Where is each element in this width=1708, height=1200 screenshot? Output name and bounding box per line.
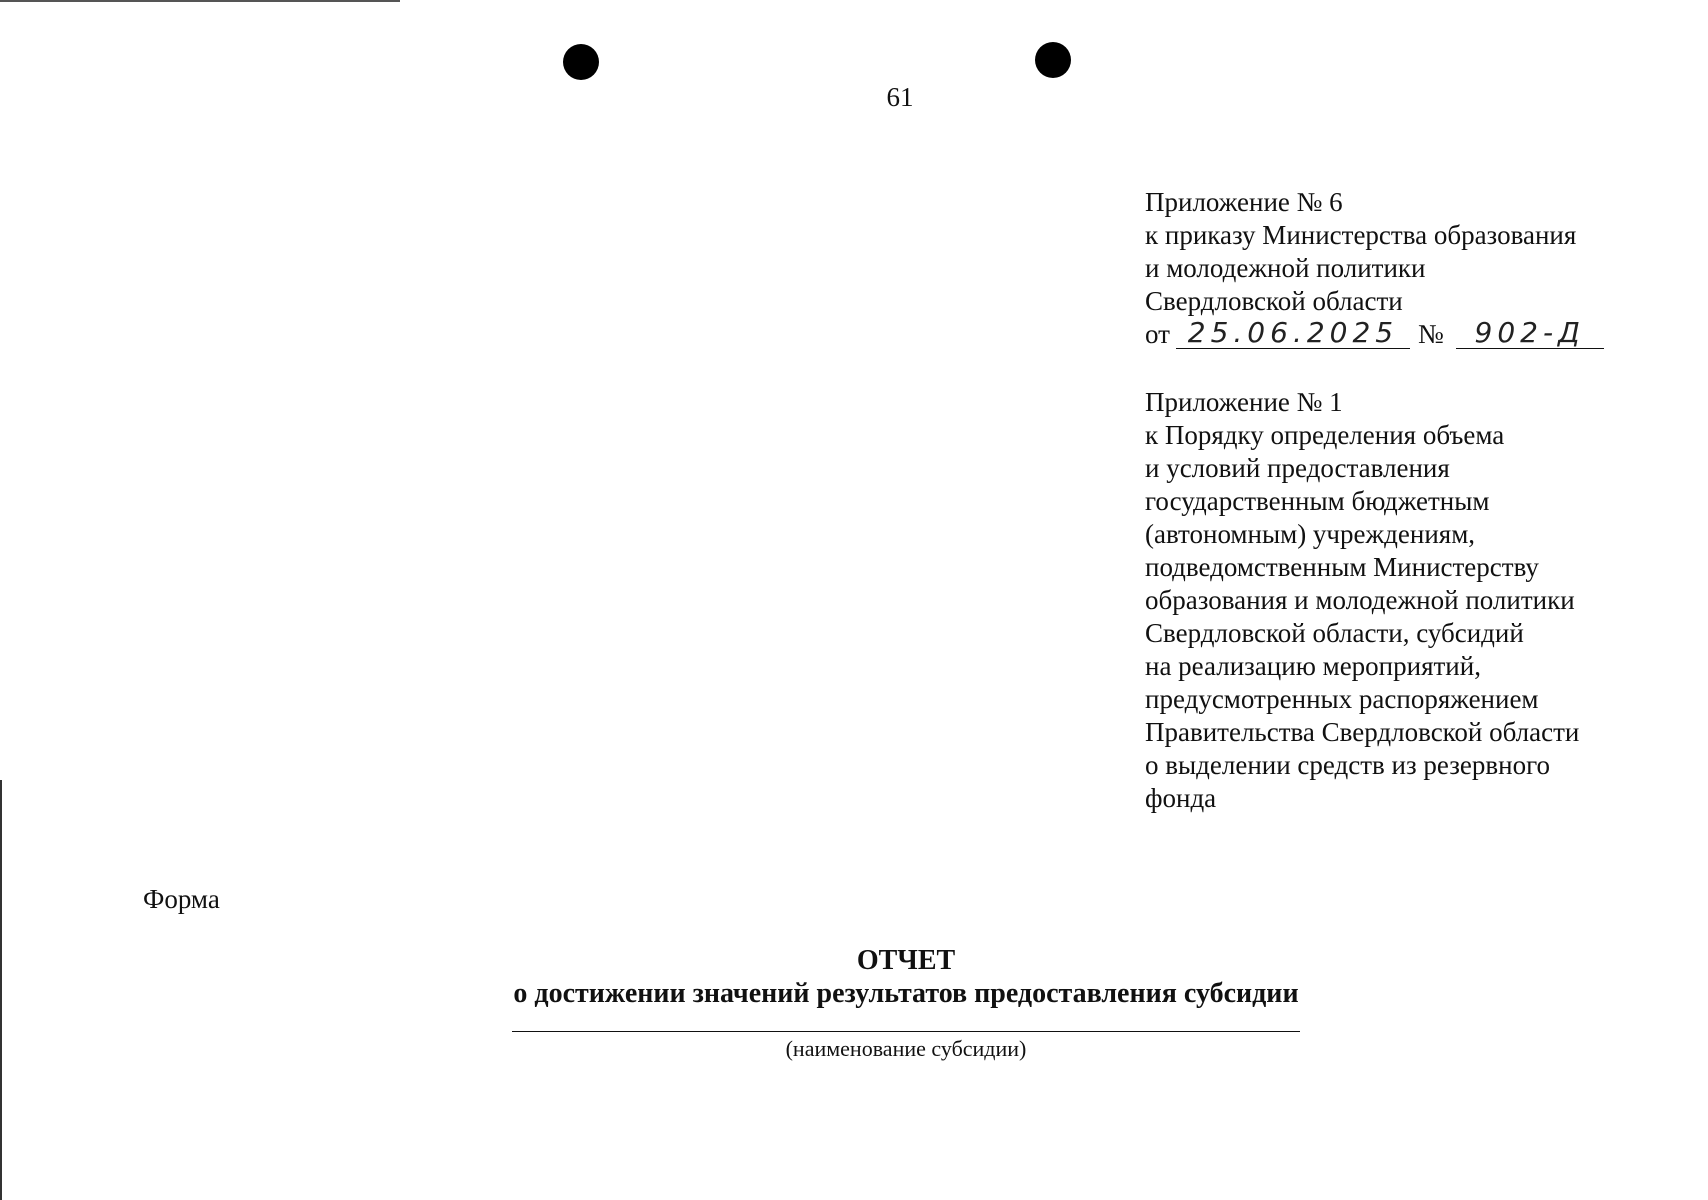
appendix-1-line: и условий предоставления	[1145, 453, 1450, 483]
form-label: Форма	[143, 884, 220, 914]
order-date-line	[1145, 318, 1604, 351]
appendix-1-line: Свердловской области, субсидий	[1145, 618, 1524, 648]
appendix-1-line: фонда	[1145, 783, 1217, 813]
subsidy-name-field	[512, 1031, 1300, 1062]
report-title: ОТЧЕТ	[856, 945, 956, 976]
punch-hole-right	[1035, 42, 1071, 78]
appendix-1-line: на реализацию мероприятий,	[1145, 651, 1481, 681]
handwritten-date: 25.06.2025	[1176, 318, 1410, 349]
report-subtitle: о достижении значений результатов предоставления субсидии	[513, 978, 1299, 1009]
subsidy-name-caption: (наименование субсидии)	[785, 1036, 1027, 1061]
appendix-6-line: к приказу Министерства образования	[1145, 220, 1577, 250]
number-sign: №	[1417, 319, 1444, 349]
appendix-6-line: Приложение № 6	[1145, 187, 1343, 217]
report-title-block	[0, 944, 1708, 1010]
appendix-1-line: подведомственным Министерству	[1145, 552, 1539, 582]
page-number: 61	[886, 82, 914, 112]
appendix-1-line: образования и молодежной политики	[1145, 585, 1575, 615]
appendix-1-line: о выделении средств из резервного	[1145, 750, 1550, 780]
appendix-1-line: (автономным) учреждениям,	[1145, 519, 1476, 549]
appendix-1-line: Приложение № 1	[1145, 387, 1343, 417]
appendix-6-line: и молодежной политики	[1145, 253, 1426, 283]
appendix-1-header	[1145, 386, 1579, 815]
handwritten-order-number: 902-Д	[1456, 318, 1604, 349]
subsidy-name-underline	[512, 1031, 1300, 1032]
scan-edge-top	[0, 0, 400, 2]
punch-hole-left	[563, 44, 599, 80]
appendix-6-header	[1145, 186, 1604, 351]
date-prefix: от	[1145, 319, 1170, 349]
appendix-1-line: к Порядку определения объема	[1145, 420, 1505, 450]
appendix-1-line: Правительства Свердловской области	[1145, 717, 1580, 747]
appendix-1-line: предусмотренных распоряжением	[1145, 684, 1539, 714]
appendix-6-line: Свердловской области	[1145, 286, 1403, 316]
appendix-1-line: государственным бюджетным	[1145, 486, 1490, 516]
